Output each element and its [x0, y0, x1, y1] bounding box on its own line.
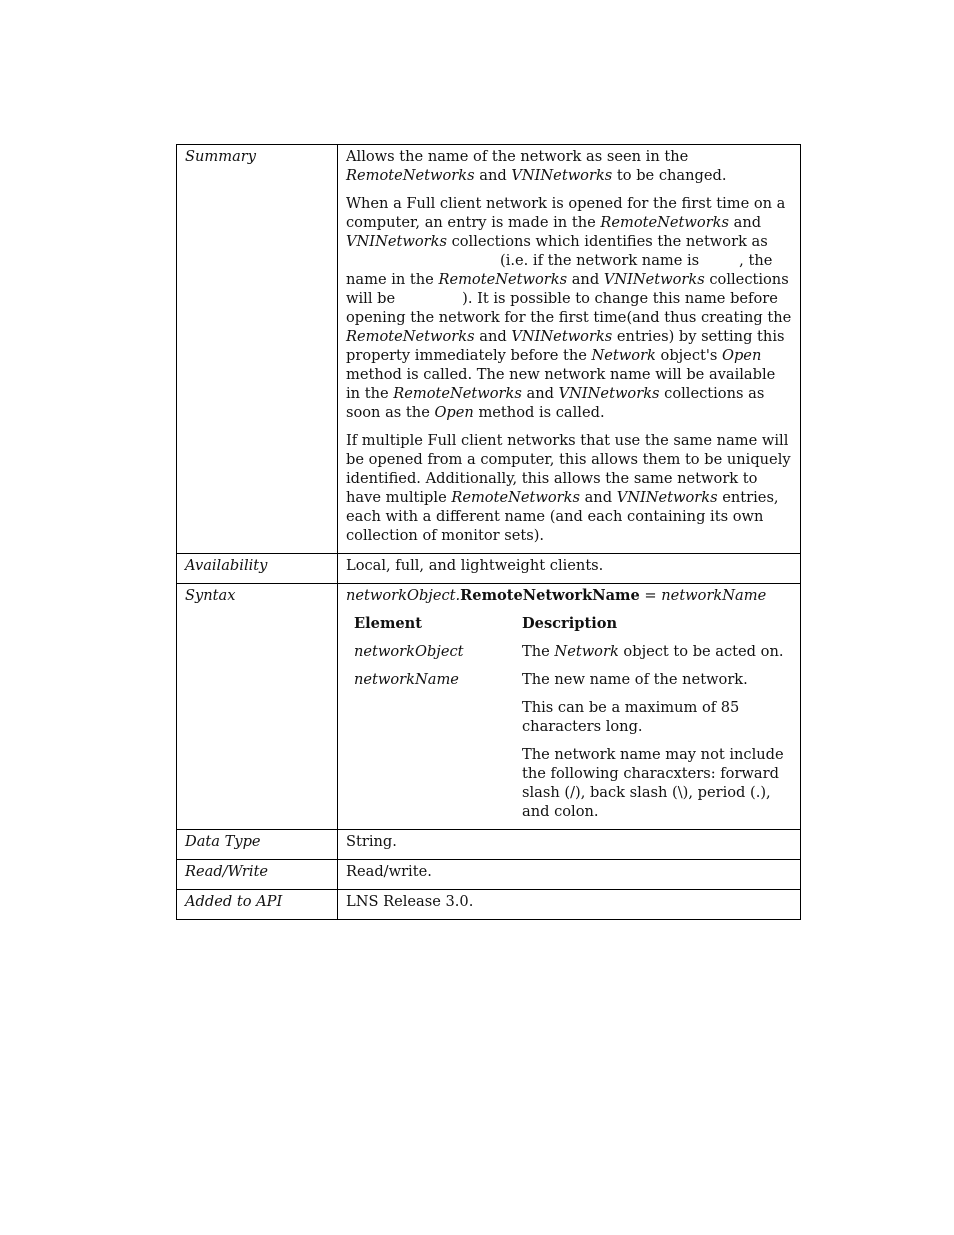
data-type-value: String. — [338, 830, 801, 860]
availability-row — [177, 554, 801, 584]
data-type-label: Data Type — [177, 830, 338, 860]
summary-paragraph-1: Allows the name of the network as seen in the RemoteNetworks and VNINetworks to be changed. — [346, 148, 727, 184]
element-name: networkObject — [354, 643, 464, 660]
added-to-api-value: LNS Release 3.0. — [338, 890, 801, 920]
syntax-label: Syntax — [177, 584, 338, 830]
availability-label: Availability — [177, 554, 338, 584]
read-write-value: Read/write. — [338, 860, 801, 890]
element-column-header: Element — [354, 615, 423, 632]
property-table — [176, 144, 801, 920]
element-row — [346, 670, 792, 698]
availability-value: Local, full, and lightweight clients. — [338, 554, 801, 584]
element-row-continued — [346, 698, 792, 745]
elements-header-row — [346, 614, 792, 642]
added-to-api-row — [177, 890, 801, 920]
syntax-signature: networkObject.RemoteNetworkName = networkName — [346, 587, 767, 604]
element-row — [346, 642, 792, 670]
element-row-continued — [346, 745, 792, 821]
summary-paragraph-2: When a Full client network is opened for the first time on a computer, an entry is made in the RemoteNetworks and VNINetworks collections which identifies the network as (i.e. if the network name is , the name in the RemoteNetworks and VNINetworks collections will be ). It is possible to change this name before opening the network for the first time(and thus creating the RemoteNetworks and VNINetworks entries) by setting this property immediately before the Network object's Open method is called. The new network name will be available in the RemoteNetworks and VNINetworks collections as soon as the Open method is called. — [346, 195, 792, 421]
element-name: networkName — [354, 671, 459, 688]
element-description: The network name may not include the following characxters: forward slash (/), back slash (\), period (.), and colon. — [522, 746, 784, 820]
summary-label: Summary — [177, 145, 338, 554]
data-type-row — [177, 830, 801, 860]
summary-paragraph-3: If multiple Full client networks that use the same name will be opened from a computer, this allows them to be uniquely identified. Additionally, this allows the same network to have multiple RemoteNetworks and VNINetworks entries, each with a different name (and each containing its own collection of monitor sets). — [346, 432, 791, 544]
summary-row — [177, 145, 801, 554]
summary-content — [338, 145, 801, 554]
element-description: The new name of the network. — [522, 671, 748, 688]
description-column-header: Description — [522, 615, 618, 632]
element-description: This can be a maximum of 85 characters long. — [522, 699, 740, 735]
syntax-elements-table — [346, 614, 792, 821]
syntax-row — [177, 584, 801, 830]
element-description: The Network object to be acted on. — [522, 643, 784, 660]
added-to-api-label: Added to API — [177, 890, 338, 920]
read-write-label: Read/Write — [177, 860, 338, 890]
read-write-row — [177, 860, 801, 890]
syntax-content — [338, 584, 801, 830]
